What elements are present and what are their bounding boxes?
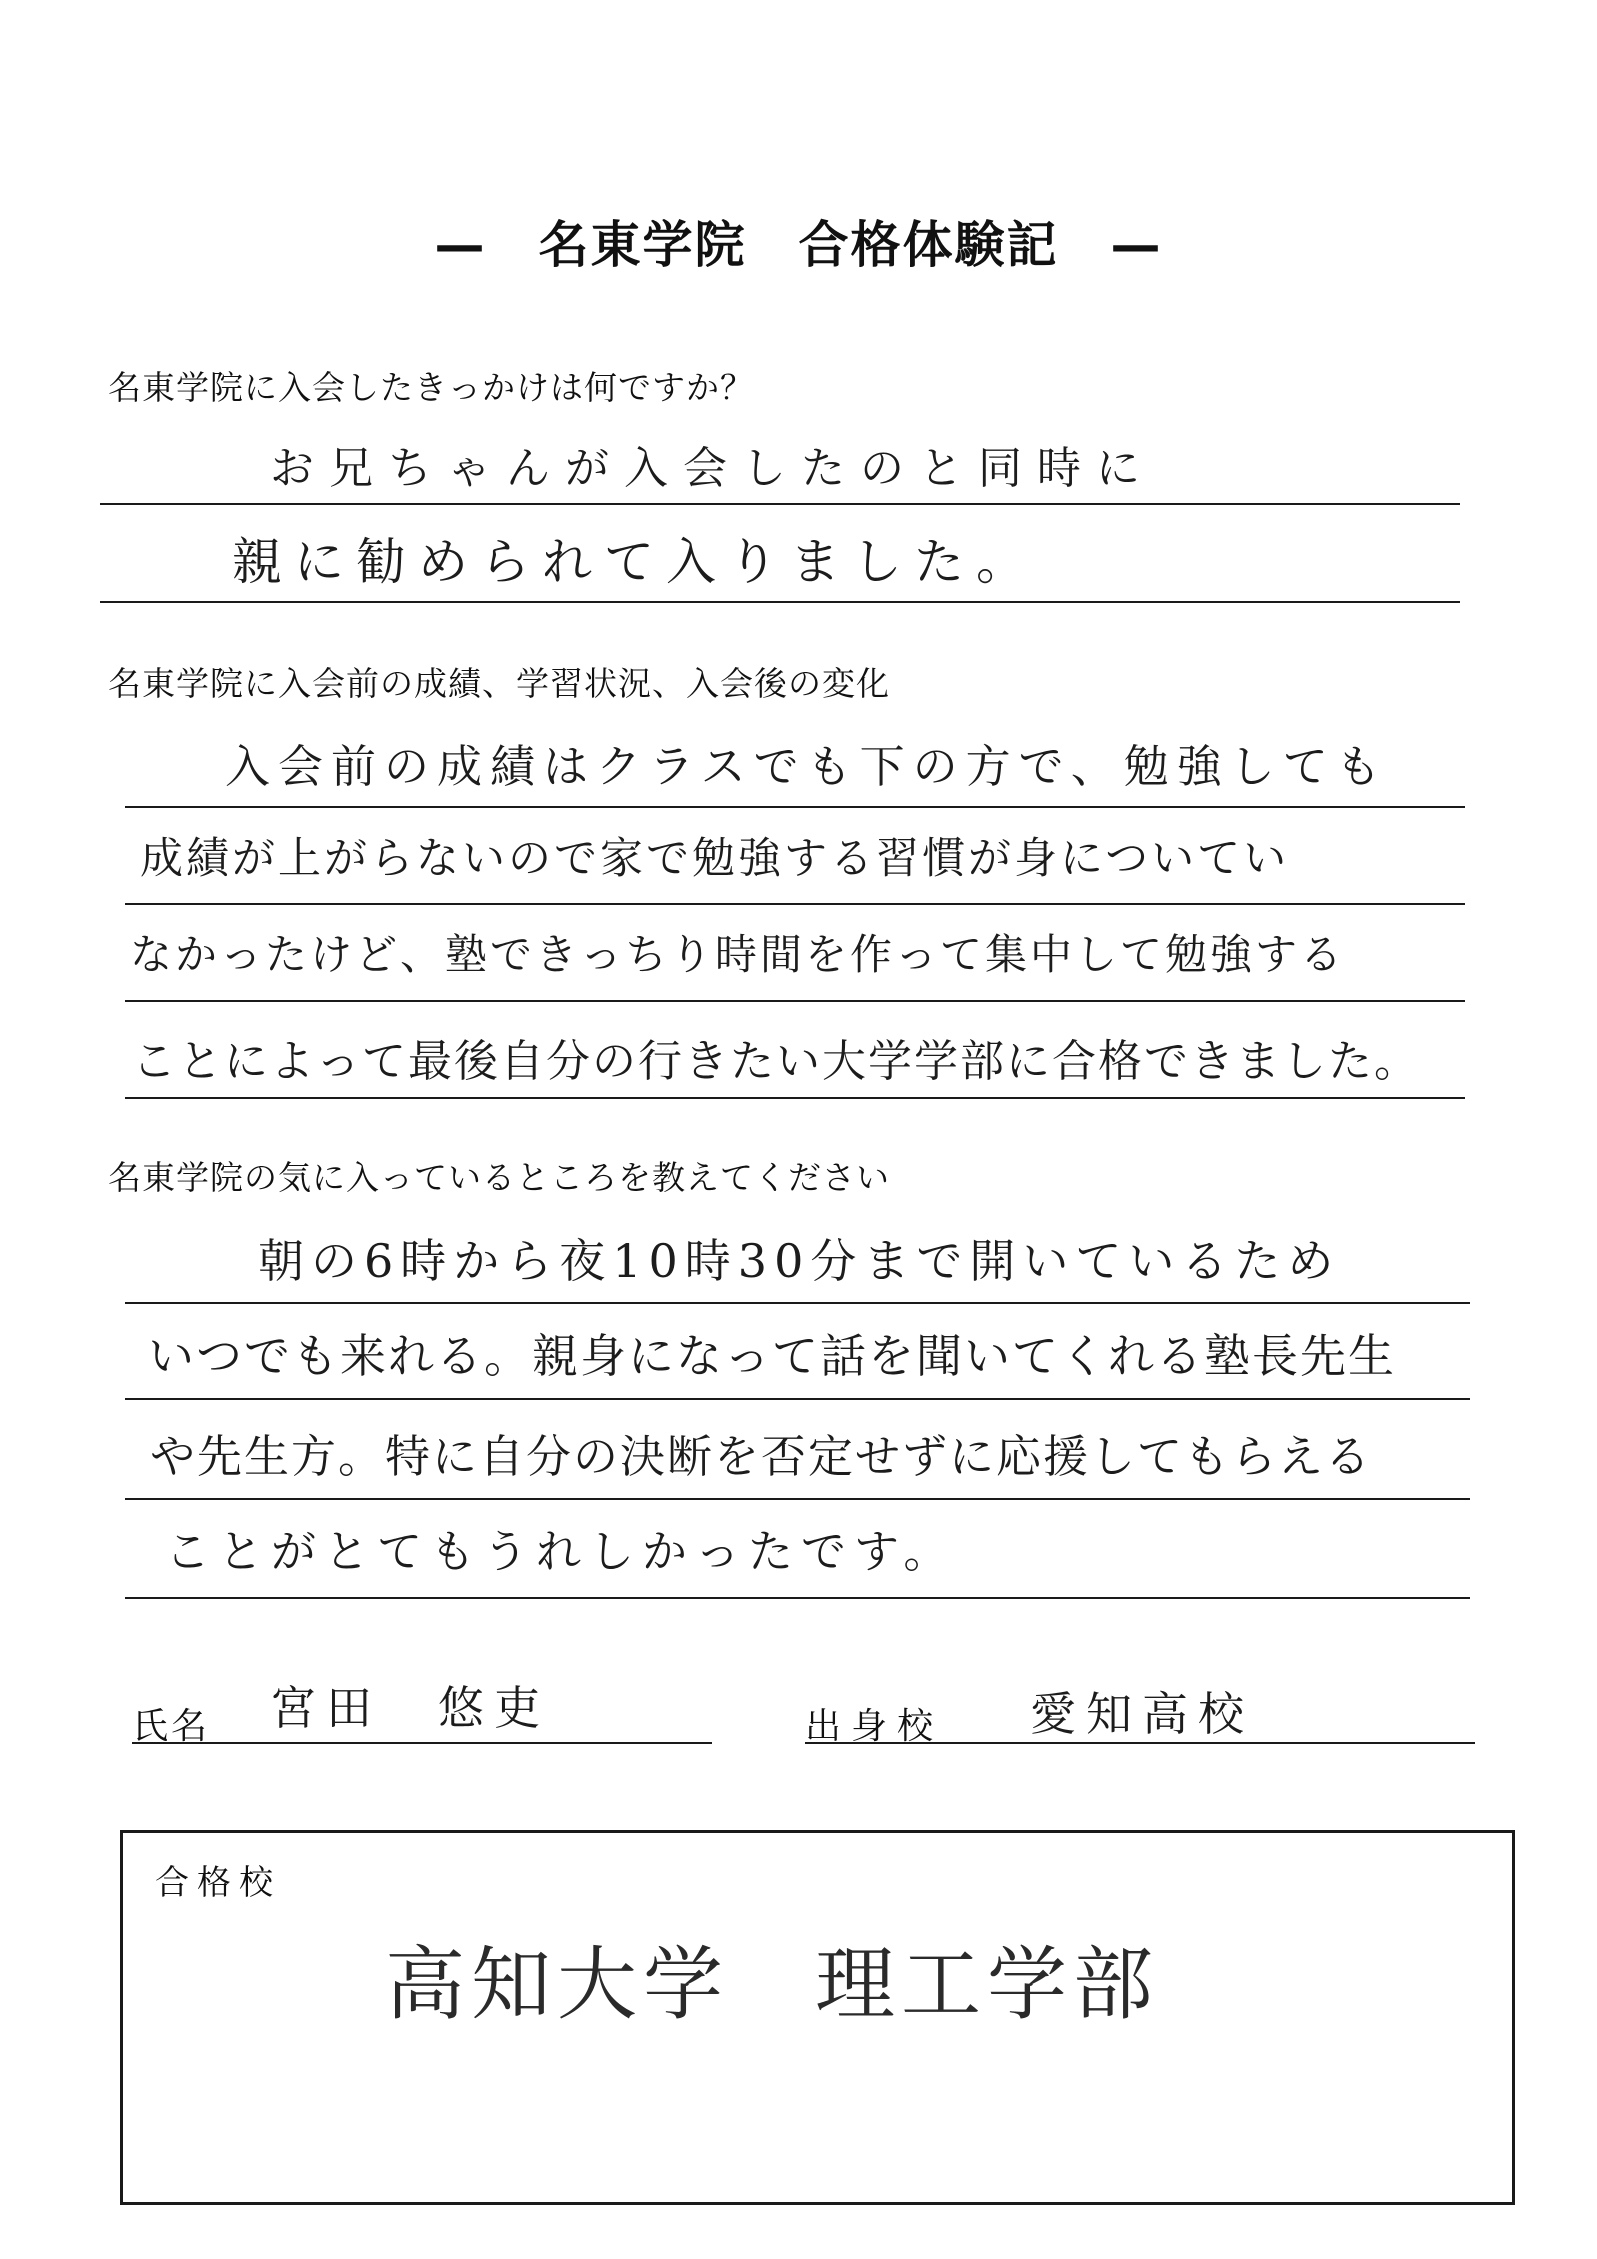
answer-line-rule: [125, 1000, 1465, 1002]
answer-line-rule: [125, 1498, 1470, 1500]
q2-answer-line-3: なかったけど、塾できっちり時間を作って集中して勉強する: [130, 930, 1346, 979]
q3-answer-line-4: ことがとてもうれしかったです。: [165, 1525, 957, 1578]
q1-answer-line-1: お兄ちゃんが入会したのと同時に: [270, 443, 1155, 494]
answer-line-rule: [100, 503, 1460, 505]
q2-answer-line-4: ことによって最後自分の行きたい大学学部に合格できました。: [132, 1036, 1420, 1087]
answer-line-rule: [125, 903, 1465, 905]
answer-line-rule: [125, 1398, 1470, 1400]
question-1-label: 名東学院に入会したきっかけは何ですか？: [108, 368, 754, 407]
q3-answer-line-3: や先生方。特に自分の決断を否定せずに応援してもらえる: [150, 1430, 1373, 1483]
q2-answer-line-1: 入会前の成績はクラスでも下の方で、勉強しても: [225, 740, 1389, 793]
name-value: 宮田 悠吏: [270, 1681, 550, 1735]
answer-line-rule: [125, 806, 1465, 808]
answer-line-rule: [100, 601, 1460, 603]
school-label: 出身校: [805, 1706, 944, 1747]
answer-line-rule: [125, 1302, 1470, 1304]
name-underline: [132, 1742, 712, 1744]
answer-line-rule: [125, 1597, 1470, 1599]
answer-line-rule: [125, 1097, 1465, 1099]
passed-school-label: 合格校: [155, 1863, 281, 1903]
question-2-label: 名東学院に入会前の成績、学習状況、入会後の変化: [108, 664, 890, 703]
passed-school-value: 高知大学 理工学部: [385, 1938, 1159, 2031]
q3-answer-line-2: いつでも来れる。親身になって話を聞いてくれる塾長先生: [148, 1329, 1396, 1383]
q2-answer-line-2: 成績が上がらないので家で勉強する習慣が身についてい: [140, 834, 1290, 884]
school-value: 愛知高校: [1030, 1687, 1254, 1741]
question-3-label: 名東学院の気に入っているところを教えてください: [108, 1158, 890, 1197]
page-title: — 名東学院 合格体験記 —: [434, 216, 1163, 274]
name-label: 氏名: [132, 1706, 211, 1747]
q3-answer-line-1: 朝の6時から夜10時30分まで開いているため: [258, 1234, 1341, 1288]
school-underline: [805, 1742, 1475, 1744]
q1-answer-line-2: 親に勧められて入りました。: [232, 533, 1038, 591]
